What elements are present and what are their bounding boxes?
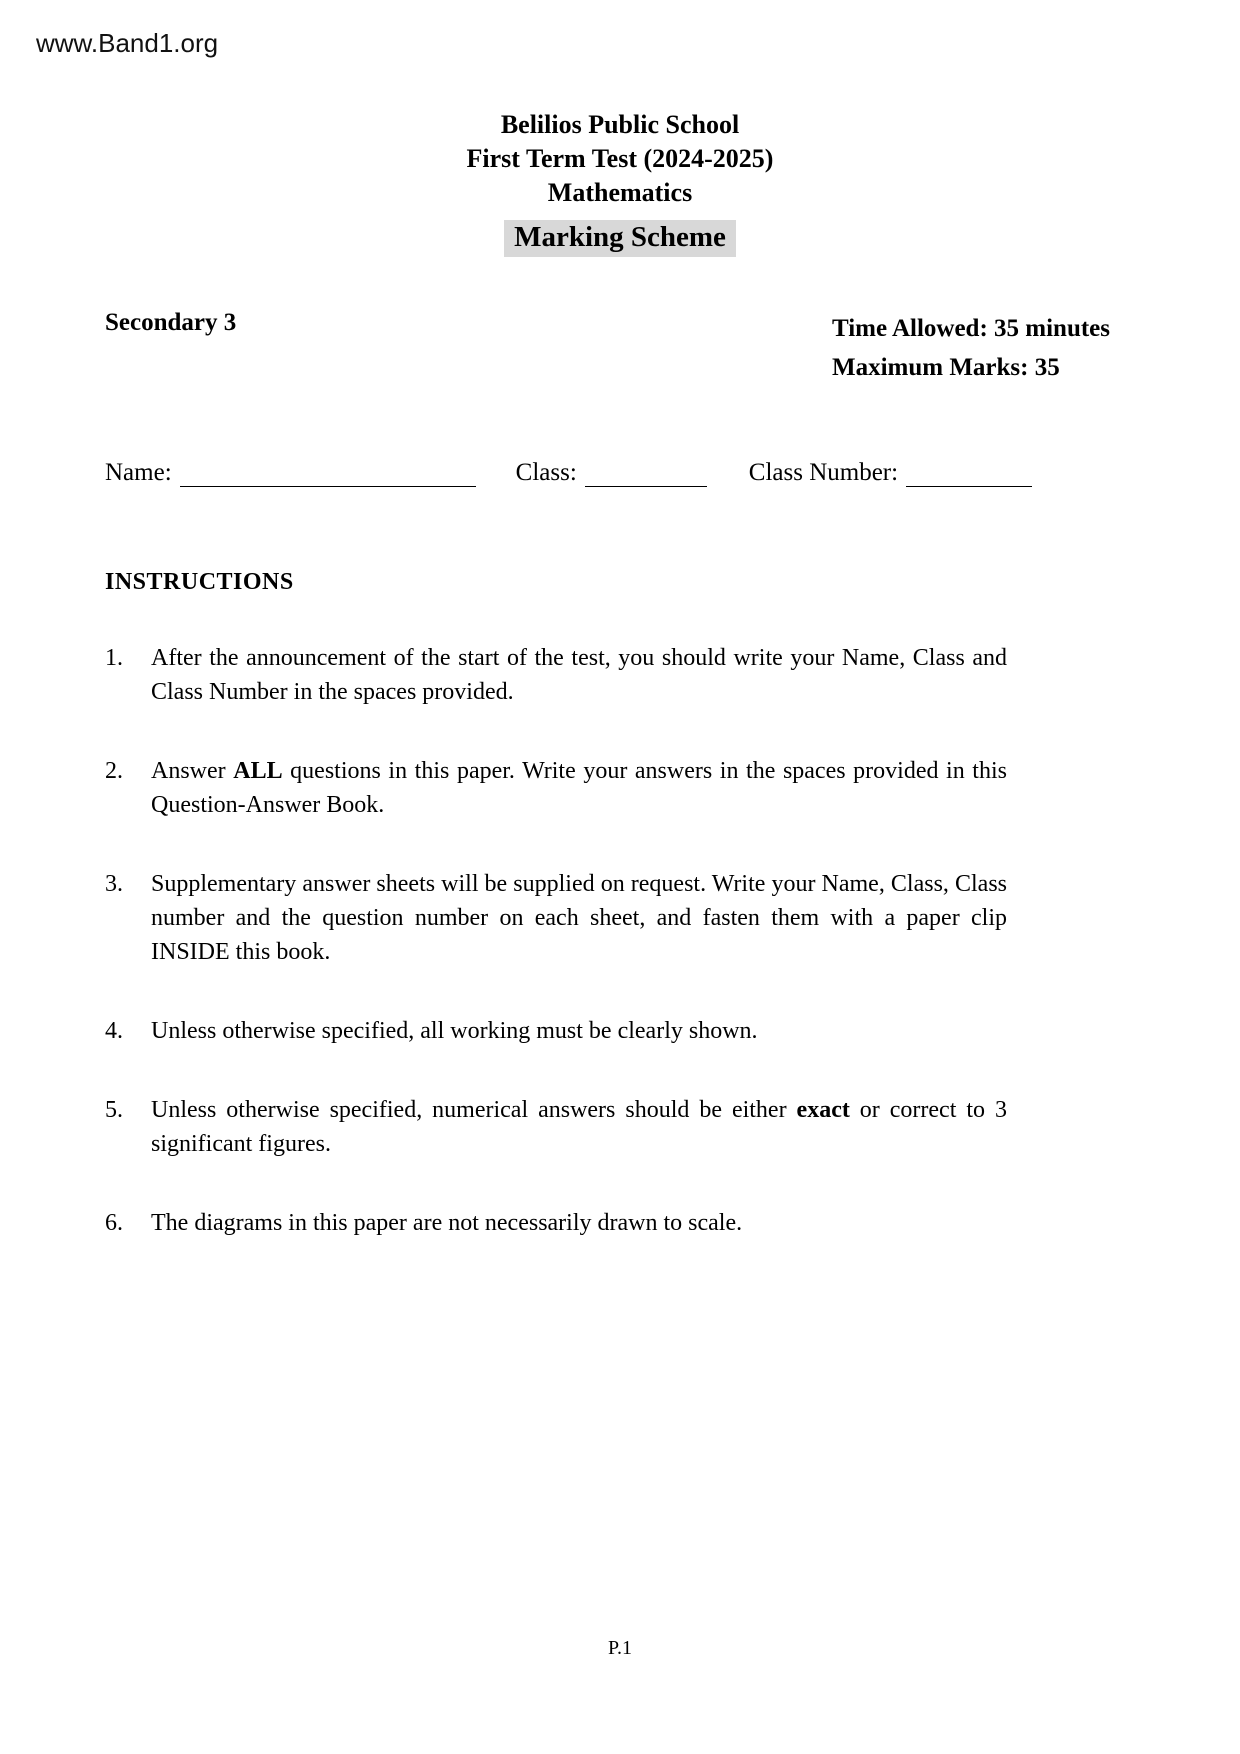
instruction-number: 4. (105, 1018, 123, 1044)
instruction-text-segment: Unless otherwise specified, all working must be clearly shown. (151, 1018, 758, 1044)
info-row (105, 309, 1135, 387)
instruction-text (151, 867, 1007, 969)
instruction-text-bold-segment: exact (796, 1097, 850, 1123)
watermark-url: www.Band1.org (36, 28, 219, 58)
class-field-line (585, 461, 707, 487)
time-allowed-label: Time Allowed: 35 minutes (831, 315, 1110, 342)
instructions-heading: INSTRUCTIONS (105, 569, 294, 595)
instruction-item (105, 754, 1007, 822)
class-label: Class: (515, 459, 577, 486)
instruction-number: 6. (105, 1210, 123, 1236)
instruction-item (105, 1206, 1007, 1240)
school-name: Belilios Public School (500, 110, 740, 139)
instruction-text-segment: Unless otherwise specified, numerical answers should be either (151, 1097, 797, 1123)
instruction-text-segment: Supplementary answer sheets will be supplied on request. Write your Name, Class, Class number and the question number on each sheet, and fasten them with a paper clip INSIDE this book. (151, 871, 1007, 965)
instruction-text-segment: Answer (151, 758, 234, 784)
instruction-number: 2. (105, 758, 123, 784)
test-title: First Term Test (2024-2025) (466, 144, 774, 173)
instruction-number: 3. (105, 871, 123, 897)
exam-limits (832, 309, 1110, 387)
instruction-text (151, 1093, 1007, 1161)
instruction-number: 1. (105, 645, 123, 671)
student-fields-row (105, 459, 1135, 487)
instruction-number: 5. (105, 1097, 123, 1123)
instruction-item (105, 1014, 1007, 1048)
instruction-text-segment: questions in this paper. Write your answers in the spaces provided in this Question-Answer Book. (151, 758, 1007, 818)
instruction-text (151, 754, 1007, 822)
instruction-text-segment: After the announcement of the start of the test, you should write your Name, Class and Class Number in the spaces provided. (151, 645, 1007, 705)
subject-title: Mathematics (547, 178, 693, 207)
class-number-field-line (906, 461, 1032, 487)
marking-scheme-wrap (0, 220, 1240, 257)
instruction-text (151, 1206, 1007, 1240)
level-label: Secondary 3 (105, 309, 237, 336)
instruction-text-segment: or correct to 3 significant figures. (151, 1097, 1007, 1157)
instruction-text (151, 641, 1007, 709)
marking-scheme-label: Marking Scheme (504, 220, 736, 257)
instruction-item (105, 641, 1007, 709)
instruction-item (105, 1093, 1007, 1161)
page-number: P.1 (608, 1637, 632, 1659)
instruction-text-bold-segment: ALL (233, 758, 283, 784)
name-field-line (180, 461, 476, 487)
name-label: Name: (105, 459, 172, 486)
max-marks-label: Maximum Marks: 35 (831, 354, 1060, 381)
instruction-text (151, 1014, 1007, 1048)
instructions-list (105, 641, 1007, 1240)
class-number-label: Class Number: (748, 459, 899, 486)
instruction-text-segment: The diagrams in this paper are not necessarily drawn to scale. (151, 1210, 743, 1236)
instruction-item (105, 867, 1007, 969)
